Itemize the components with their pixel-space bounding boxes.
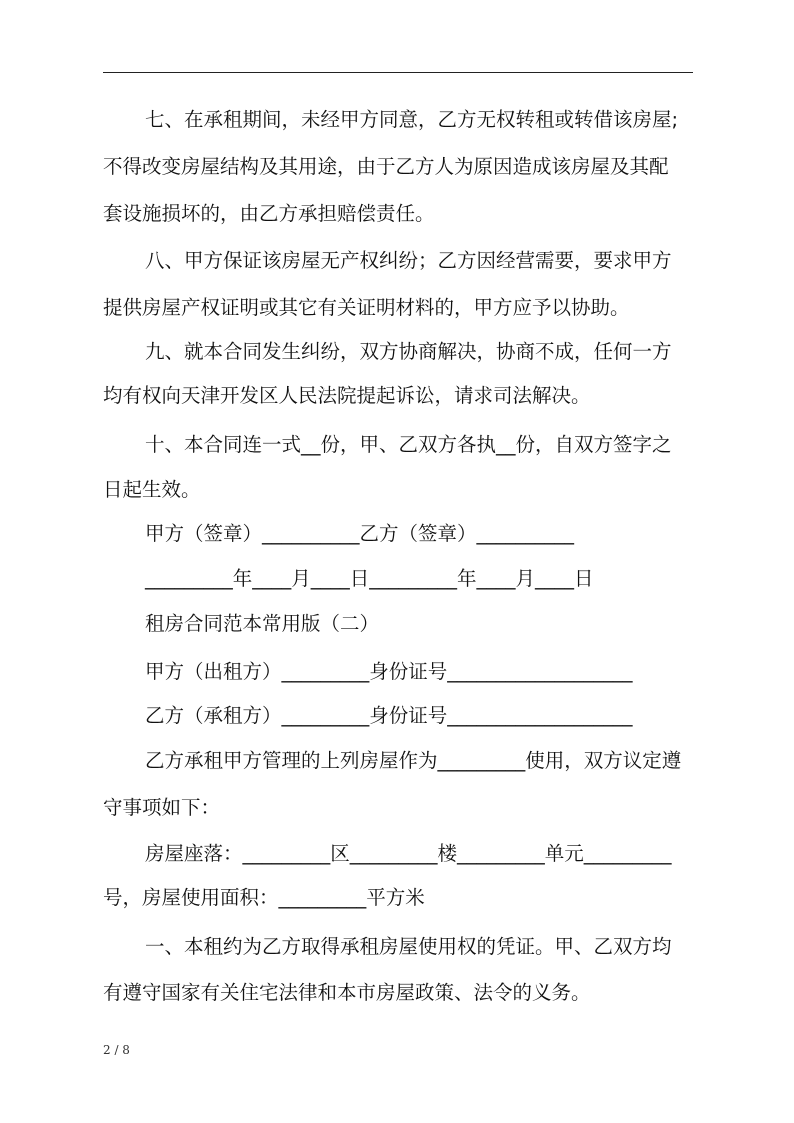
area-line: 号，房屋使用面积：_________平方米 (103, 886, 425, 909)
header-rule (103, 72, 693, 73)
address-line: 房屋座落：_________区_________楼_________单元_________ (145, 842, 672, 865)
party-b-line: 乙方（承租方）_________身份证号___________________ (145, 704, 633, 727)
page-number: 2 / 8 (103, 1043, 130, 1057)
paragraph-line: 九、就本合同发生纠纷，双方协商解决，协商不成，任何一方 (145, 340, 672, 363)
party-a-line: 甲方（出租方）_________身份证号___________________ (145, 660, 633, 683)
paragraph-line: 十、本合同连一式__份，甲、乙双方各执__份，自双方签字之 (145, 433, 672, 456)
section-title: 租房合同范本常用版（二） (145, 612, 380, 635)
paragraph-line: 日起生效。 (103, 478, 201, 501)
paragraph-line: 乙方承租甲方管理的上列房屋作为_________使用，双方议定遵 (145, 749, 682, 772)
paragraph-line: 套设施损坏的，由乙方承担赔偿责任。 (103, 202, 435, 225)
paragraph-line: 八、甲方保证该房屋无产权纠纷；乙方因经营需要，要求甲方 (145, 249, 672, 272)
paragraph-line: 有遵守国家有关住宅法律和本市房屋政策、法令的义务。 (103, 981, 591, 1004)
paragraph-line: 一、本租约为乙方取得承租房屋使用权的凭证。甲、乙双方均 (145, 935, 672, 958)
paragraph-line: 守事项如下： (103, 796, 221, 819)
paragraph-line: 七、在承租期间，未经甲方同意，乙方无权转租或转借该房屋; (145, 108, 679, 131)
paragraph-line: 不得改变房屋结构及其用途，由于乙方人为原因造成该房屋及其配 (103, 155, 669, 178)
signature-line: 甲方（签章）__________乙方（签章）__________ (145, 522, 575, 545)
paragraph-line: 提供房屋产权证明或其它有关证明材料的，甲方应予以协助。 (103, 296, 630, 319)
paragraph-line: 均有权向天津开发区人民法院提起诉讼，请求司法解决。 (103, 384, 591, 407)
date-line: _________年____月____日_________年____月____日 (145, 567, 594, 590)
